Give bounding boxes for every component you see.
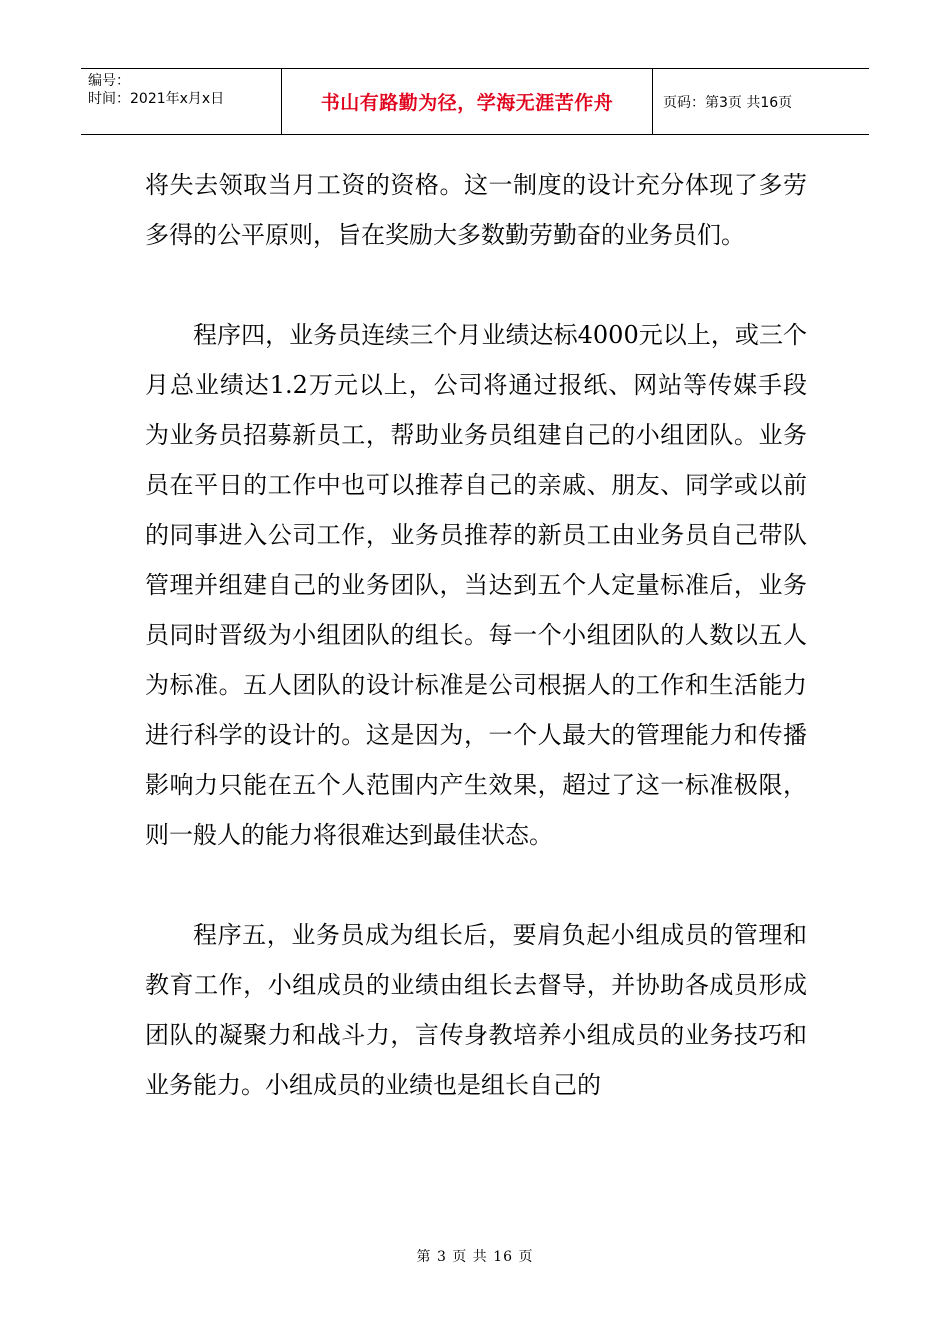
header-page-info: 页码：第3页 共16页	[663, 94, 793, 111]
paragraph-gap	[145, 860, 807, 910]
document-header	[81, 68, 869, 135]
header-motto: 书山有路勤为径，学海无涯苦作舟	[282, 69, 653, 134]
paragraph-continued: 将失去领取当月工资的资格。这一制度的设计充分体现了多劳多得的公平原则，旨在奖励大多数勤劳勤奋的业务员们。	[145, 171, 807, 249]
paragraph-gap	[145, 260, 807, 310]
paragraph-procedure-five: 程序五，业务员成为组长后，要肩负起小组成员的管理和教育工作，小组成员的业绩由组长去督导，并协助各成员形成团队的凝聚力和战斗力，言传身教培养小组成员的业务技巧和业务能力。小组成员的业绩也是组长自己的	[145, 921, 807, 1099]
paragraph-procedure-four: 程序四，业务员连续三个月业绩达标4000元以上，或三个月总业绩达1.2万元以上，公司将通过报纸、网站等传媒手段为业务员招募新员工，帮助业务员组建自己的小组团队。业务员在平日的工作中也可以推荐自己的亲戚、朋友、同学或以前的同事进入公司工作，业务员推荐的新员工由业务员自己带队管理并组建自己的业务团队，当达到五个人定量标准后，业务员同时晋级为小组团队的组长。每一个小组团队的人数以五人为标准。五人团队的设计标准是公司根据人的工作和生活能力进行科学的设计的。这是因为，一个人最大的管理能力和传播影响力只能在五个人范围内产生效果，超过了这一标准极限，则一般人的能力将很难达到最佳状态。	[145, 321, 807, 849]
page-footer: 第 3 页 共 16 页	[416, 1249, 534, 1265]
header-meta-cell	[81, 69, 282, 134]
document-date-label: 时间：2021年x月x日	[88, 91, 225, 107]
document-body	[145, 160, 807, 1110]
document-number-label: 编号：	[88, 73, 130, 89]
